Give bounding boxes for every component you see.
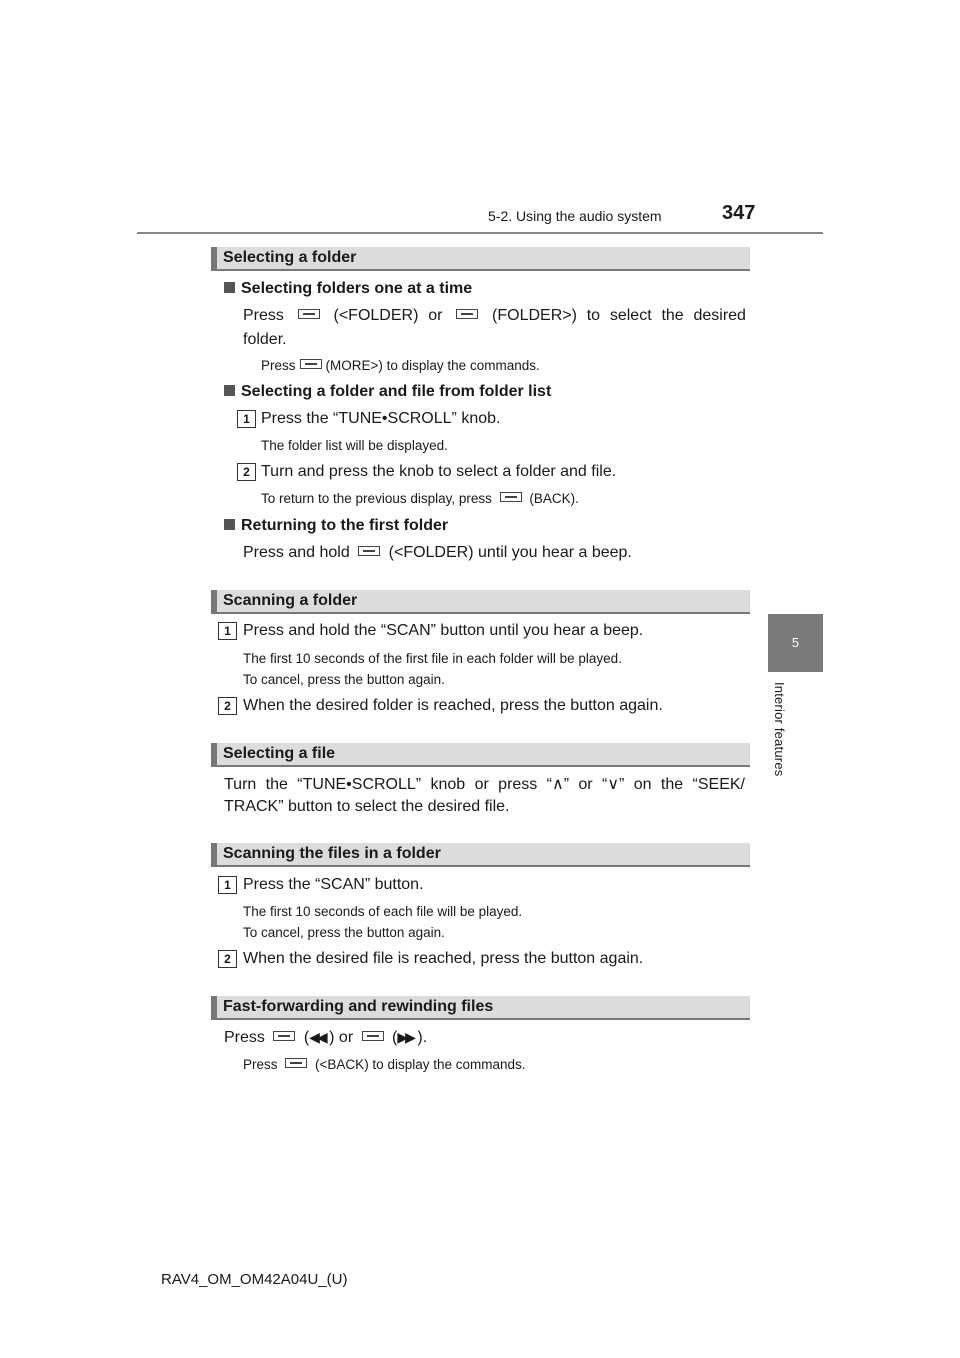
button-icon xyxy=(358,546,380,556)
section-title-fast-forward: Fast-forwarding and rewinding files xyxy=(211,996,750,1020)
subheading-first-folder: Returning to the first folder xyxy=(224,517,448,535)
square-bullet-icon xyxy=(224,519,235,530)
page-number: 347 xyxy=(722,202,756,224)
section-title-selecting-folder: Selecting a folder xyxy=(211,247,750,271)
step-badge-1: 1 xyxy=(218,876,237,894)
chapter-label: Interior features xyxy=(772,682,787,777)
step-note: To return to the previous display, press (BACK). xyxy=(261,491,579,506)
subheading-one-at-a-time: Selecting folders one at a time xyxy=(224,280,472,298)
button-icon xyxy=(273,1031,295,1041)
step-badge-2: 2 xyxy=(218,950,237,968)
section-title-scanning-folder: Scanning a folder xyxy=(211,590,750,614)
step-badge-2: 2 xyxy=(237,463,256,481)
step-text: Press the “TUNE•SCROLL” knob. xyxy=(261,410,501,427)
button-icon xyxy=(298,309,320,319)
fast-forward-icon: ▶▶ xyxy=(397,1029,413,1045)
instruction-file-line1: Turn the “TUNE•SCROLL” knob or press “∧” or “∨” on the “SEEK/ xyxy=(224,776,745,793)
step-badge-1: 1 xyxy=(237,410,256,428)
step-badge-2: 2 xyxy=(218,697,237,715)
step-note: The folder list will be displayed. xyxy=(261,438,448,453)
note-back: Press (<BACK) to display the commands. xyxy=(243,1057,526,1072)
step-note: The first 10 seconds of the first file in each folder will be played. xyxy=(243,651,622,666)
instruction-folder-line1: Press (<FOLDER) or (FOLDER>) to select the desired xyxy=(243,307,746,324)
step-text: Press and hold the “SCAN” button until you hear a beep. xyxy=(243,622,644,639)
button-icon xyxy=(300,359,322,369)
instruction-folder-line2: folder. xyxy=(243,331,287,348)
section-title-scanning-files: Scanning the files in a folder xyxy=(211,843,750,867)
instruction-file-line2: TRACK” button to select the desired file. xyxy=(224,798,510,815)
subheading-folder-list: Selecting a folder and file from folder list xyxy=(224,383,551,401)
instruction-fast-forward: Press (◀◀ ) or (▶▶ ). xyxy=(224,1029,428,1046)
step-text: When the desired folder is reached, press the button again. xyxy=(243,697,663,714)
button-icon xyxy=(500,492,522,502)
step-note: The first 10 seconds of each file will be played. xyxy=(243,904,523,919)
step-note: To cancel, press the button again. xyxy=(243,672,445,687)
section-title-selecting-file: Selecting a file xyxy=(211,743,750,767)
header-rule xyxy=(137,232,823,234)
button-icon xyxy=(456,309,478,319)
instruction-first-folder: Press and hold (<FOLDER) until you hear a beep. xyxy=(243,544,632,561)
step-badge-1: 1 xyxy=(218,622,237,640)
square-bullet-icon xyxy=(224,385,235,396)
step-text: When the desired file is reached, press the button again. xyxy=(243,950,644,967)
section-header: 5-2. Using the audio system xyxy=(488,208,662,224)
button-icon xyxy=(285,1058,307,1068)
step-text: Press the “SCAN” button. xyxy=(243,876,424,893)
document-code: RAV4_OM_OM42A04U_(U) xyxy=(161,1271,348,1288)
chapter-tab: 5 xyxy=(768,614,823,672)
button-icon xyxy=(362,1031,384,1041)
note-more: Press (MORE>) to display the commands. xyxy=(261,358,540,373)
step-text: Turn and press the knob to select a folder and file. xyxy=(261,463,617,480)
rewind-icon: ◀◀ xyxy=(309,1029,325,1045)
step-note: To cancel, press the button again. xyxy=(243,925,445,940)
square-bullet-icon xyxy=(224,282,235,293)
